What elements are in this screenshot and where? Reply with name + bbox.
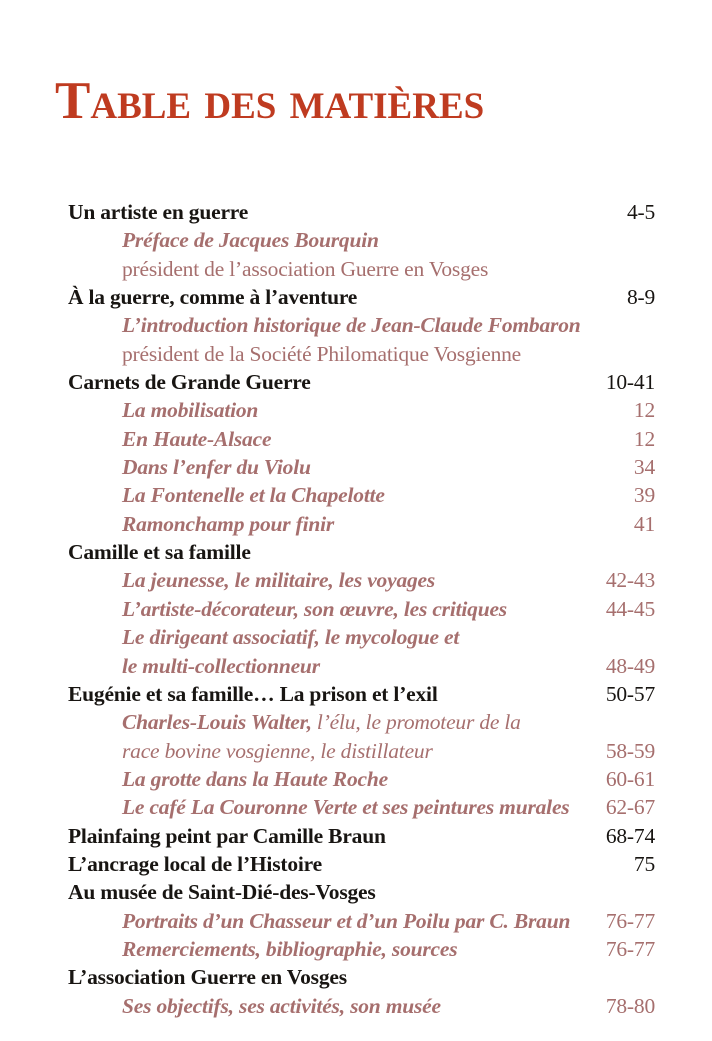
toc-row-sub xyxy=(68,793,655,821)
toc-entry-page: 44-45 xyxy=(605,596,655,621)
toc-entry-text: L’introduction historique de Jean-Claude Fombaron xyxy=(122,313,581,338)
toc-entry-page: 4-5 xyxy=(626,200,655,224)
toc-entry-text: En Haute-Alsace xyxy=(122,426,272,451)
toc-row-sub-continuation xyxy=(68,652,655,680)
toc-entry-text: Carnets de Grande Guerre xyxy=(68,370,311,395)
toc-entry-text: Ramonchamp pour finir xyxy=(122,511,335,536)
toc-entry-text: L’ancrage local de l’Histoire xyxy=(68,851,322,876)
toc-entry-text: président de l’association Guerre en Vosges xyxy=(122,256,489,281)
toc-row-sub xyxy=(68,566,655,594)
toc-row-main xyxy=(68,963,655,991)
toc-row-main xyxy=(68,283,655,311)
toc-entry-text: L’artiste-décorateur, son œuvre, les critiques xyxy=(122,596,507,621)
toc-row-sub xyxy=(68,453,655,481)
toc-entry-text-lead: Charles-Louis Walter, xyxy=(122,710,312,735)
toc-entry-text: La grotte dans la Haute Roche xyxy=(122,766,388,791)
toc-row-main xyxy=(68,680,655,708)
toc-entry-text: Au musée de Saint-Dié-des-Vosges xyxy=(68,880,376,905)
toc-entry-page: 50-57 xyxy=(605,681,655,706)
toc-entry-page: 12 xyxy=(633,398,655,423)
table-of-contents xyxy=(68,198,655,1020)
toc-entry-page: 8-9 xyxy=(626,285,655,310)
toc-entry-text: La jeunesse, le militaire, les voyages xyxy=(122,568,436,593)
toc-row-sub xyxy=(68,595,655,623)
toc-entry-text: Remerciements, bibliographie, sources xyxy=(122,936,458,961)
toc-entry-text: Dans l’enfer du Violu xyxy=(122,455,311,480)
toc-row-sub xyxy=(68,623,655,651)
toc-entry-text: Portraits d’un Chasseur et d’un Poilu par C. Braun xyxy=(122,908,571,933)
toc-row-sub xyxy=(68,765,655,793)
toc-entry-text: Eugénie et sa famille… La prison et l’exil xyxy=(68,681,438,706)
toc-row-main xyxy=(68,198,655,226)
toc-entry-text: race bovine vosgienne, le distillateur xyxy=(122,738,433,763)
toc-entry-text: La Fontenelle et la Chapelotte xyxy=(122,483,385,508)
toc-entry-text: Plainfaing peint par Camille Braun xyxy=(68,823,386,848)
toc-entry-page: 76-77 xyxy=(605,908,655,933)
toc-row-sub-descriptor xyxy=(68,340,655,368)
toc-row-sub xyxy=(68,510,655,538)
toc-entry-text: Un artiste en guerre xyxy=(68,200,249,224)
toc-entry-page: 48-49 xyxy=(605,653,655,678)
toc-entry-text: La mobilisation xyxy=(122,398,259,423)
toc-row-sub xyxy=(68,226,655,254)
toc-entry-text-rest: l’élu, le promoteur de la xyxy=(311,710,521,735)
toc-entry-text: À la guerre, comme à l’aventure xyxy=(68,285,358,310)
toc-entry-text: Le dirigeant associatif, le mycologue et xyxy=(122,625,460,650)
toc-entry-text: Le café La Couronne Verte et ses peintures murales xyxy=(122,795,570,820)
toc-row-sub-mixed xyxy=(68,708,655,736)
toc-row-sub-continuation xyxy=(68,737,655,765)
toc-entry-page: 39 xyxy=(633,483,655,508)
toc-row-sub xyxy=(68,311,655,339)
toc-row-main xyxy=(68,850,655,878)
toc-row-main xyxy=(68,368,655,396)
toc-row-sub xyxy=(68,992,655,1020)
toc-row-main xyxy=(68,878,655,906)
toc-entry-text: Préface de Jacques Bourquin xyxy=(122,228,379,253)
toc-entry-page: 34 xyxy=(633,455,655,480)
toc-row-sub xyxy=(68,396,655,424)
toc-entry-page: 58-59 xyxy=(605,738,655,763)
toc-row-sub xyxy=(68,907,655,935)
toc-row-sub-descriptor xyxy=(68,255,655,283)
toc-row-sub xyxy=(68,481,655,509)
toc-entry-page: 10-41 xyxy=(605,370,655,395)
toc-entry-text: Ses objectifs, ses activités, son musée xyxy=(122,993,441,1018)
toc-entry-text: Camille et sa famille xyxy=(68,540,251,565)
toc-row-main xyxy=(68,822,655,850)
toc-entry-page: 62-67 xyxy=(605,795,655,820)
toc-entry-page: 68-74 xyxy=(605,823,655,848)
toc-entry-page: 12 xyxy=(633,426,655,451)
toc-entry-text: le multi-collectionneur xyxy=(122,653,320,678)
toc-entry-text: L’association Guerre en Vosges xyxy=(68,965,347,990)
toc-row-main xyxy=(68,538,655,566)
toc-entry-page: 78-80 xyxy=(605,993,655,1018)
toc-entry-page: 60-61 xyxy=(605,766,655,791)
toc-row-sub xyxy=(68,425,655,453)
toc-entry-page: 42-43 xyxy=(605,568,655,593)
toc-row-sub xyxy=(68,935,655,963)
toc-entry-page: 41 xyxy=(633,511,655,536)
toc-entry-text xyxy=(122,708,521,736)
toc-entry-text: président de la Société Philomatique Vosgienne xyxy=(122,341,522,366)
toc-entry-page: 76-77 xyxy=(605,936,655,961)
page-title: Table des matières xyxy=(55,71,485,130)
toc-entry-page: 75 xyxy=(633,851,655,876)
